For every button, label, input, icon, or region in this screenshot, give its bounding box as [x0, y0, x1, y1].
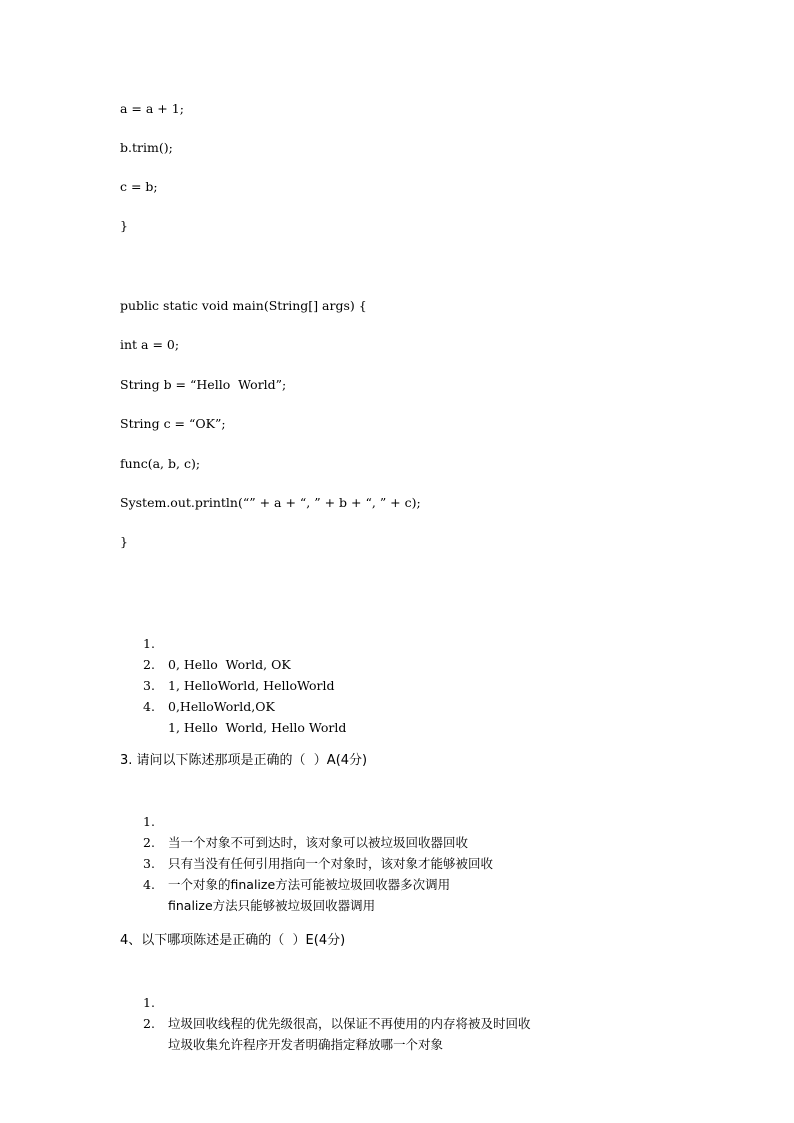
option-text: finalize方法只能够被垃圾回收器调用	[168, 898, 376, 913]
option-text: 当一个对象不可到达时，该对象可以被垃圾回收器回收	[168, 835, 469, 850]
code-line: String b = “Hello World”;	[120, 377, 287, 392]
code-line: a = a + 1;	[120, 101, 184, 116]
option-number: 3.	[143, 856, 155, 871]
option-text: 0,HelloWorld,OK	[168, 699, 275, 714]
option-number: 1.	[143, 636, 155, 651]
q2-option-list	[0, 612, 347, 735]
question-4-heading: 4、以下哪项陈述是正确的（ ）E(4分)	[120, 933, 346, 948]
option-text: 垃圾收集允许程序开发者明确指定释放哪一个对象	[168, 1037, 444, 1052]
list-item	[0, 971, 531, 1031]
code-line: func(a, b, c);	[120, 456, 201, 471]
option-text: 0, Hello World, OK	[168, 657, 291, 672]
option-text: 1, HelloWorld, HelloWorld	[168, 678, 335, 693]
code-line: int a = 0;	[120, 337, 180, 352]
option-number: 2.	[143, 835, 155, 850]
q4-option-list	[0, 971, 531, 1052]
code-line: c = b;	[120, 179, 158, 194]
option-number: 4.	[143, 699, 155, 714]
option-number: 1.	[143, 995, 155, 1010]
option-text: 垃圾回收线程的优先级很高，以保证不再使用的内存将被及时回收	[168, 1016, 531, 1031]
code-line: }	[120, 534, 128, 549]
code-line: public static void main(String[] args) {	[120, 298, 367, 313]
list-item	[0, 790, 469, 850]
q3-option-list	[0, 790, 494, 913]
option-text: 只有当没有任何引用指向一个对象时，该对象才能够被回收	[168, 856, 494, 871]
option-number: 2.	[143, 1016, 155, 1031]
question-3-heading: 3. 请问以下陈述那项是正确的（ ）A(4分)	[120, 753, 368, 768]
code-line: }	[120, 218, 128, 233]
option-number: 4.	[143, 877, 155, 892]
code-line: String c = “OK”;	[120, 416, 226, 431]
option-number: 2.	[143, 657, 155, 672]
option-number: 3.	[143, 678, 155, 693]
code-line: System.out.println(“” + a + “, ” + b + “, ” + c);	[120, 495, 421, 510]
option-number: 1.	[143, 814, 155, 829]
option-text: 一个对象的finalize方法可能被垃圾回收器多次调用	[168, 877, 451, 892]
list-item	[0, 612, 291, 672]
code-line: b.trim();	[120, 140, 173, 155]
option-text: 1, Hello World, Hello World	[168, 720, 347, 735]
